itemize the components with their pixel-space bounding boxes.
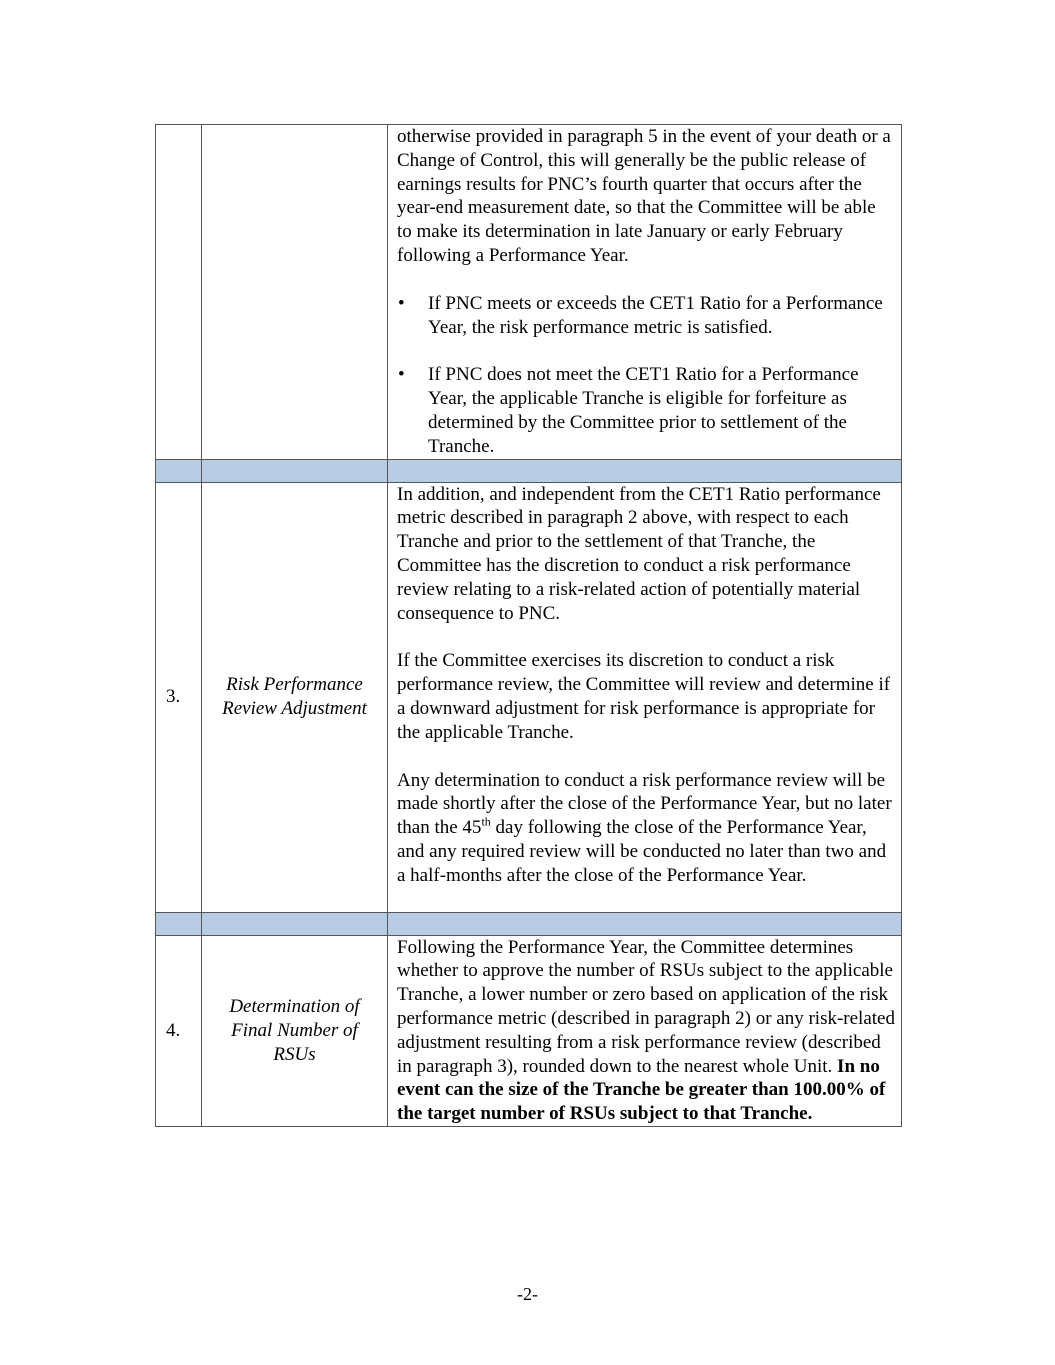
separator-row bbox=[156, 459, 902, 482]
bullet-item bbox=[397, 292, 895, 340]
number-cell bbox=[156, 125, 202, 460]
table-row-section-4 bbox=[156, 935, 902, 1126]
section-3-paragraph-1: In addition, and independent from the CET1 Ratio performance metric described in paragraph 2 above, with respect to each Tranche and prior to the settlement of that Tranche, the Committee has the discretion to conduct a risk performance review relating to a risk-related action of potentially material consequence to PNC. bbox=[397, 483, 881, 624]
bullet-icon: • bbox=[398, 292, 405, 314]
section-heading: Risk Performance Review Adjustment bbox=[202, 482, 388, 912]
body-cell bbox=[388, 125, 902, 460]
section-number: 4. bbox=[156, 935, 202, 1126]
bullet-text: If PNC does not meet the CET1 Ratio for a Performance Year, the applicable Tranche is eligible for forfeiture as determined by the Committee prior to settlement of the Tranche. bbox=[428, 364, 859, 457]
body-cell bbox=[388, 482, 902, 912]
section-heading: Determination of Final Number of RSUs bbox=[202, 935, 388, 1126]
body-cell bbox=[388, 935, 902, 1126]
ordinal-suffix: th bbox=[481, 814, 491, 829]
separator-row bbox=[156, 912, 902, 935]
bullet-text: If PNC meets or exceeds the CET1 Ratio for a Performance Year, the risk performance metric is satisfied. bbox=[428, 292, 883, 338]
heading-cell bbox=[202, 125, 388, 460]
section-4-paragraph: Following the Performance Year, the Committee determines whether to approve the number of RSUs subject to the applicable Tranche, a lower number or zero based on application of the risk performance metric (described in paragraph 2) or any risk-related adjustment resulting from a risk performance review (described in paragraph 3), rounded down to the nearest whole Unit. In no event can the size of the Tranche be greater than 100.00% of the target number of RSUs subject to that Tranche. bbox=[397, 936, 895, 1125]
section-3-paragraph-3: Any determination to conduct a risk performance review will be made shortly after the close of the Performance Year, but no later than the 45th day following the close of the Performance Year, and any required review will be conducted no later than two and a half-months after the close of the Performance Year. bbox=[397, 769, 892, 886]
section-number: 3. bbox=[156, 482, 202, 912]
page-number: -2- bbox=[517, 1284, 538, 1304]
bullet-icon: • bbox=[398, 364, 405, 386]
award-terms-table bbox=[155, 124, 902, 1127]
continuation-paragraph: otherwise provided in paragraph 5 in the event of your death or a Change of Control, this will generally be the public release of earnings results for PNC’s fourth quarter that occurs after the year-end measurement date, so that the Committee will be able to make its determination in late January or early February following a Performance Year. bbox=[397, 126, 891, 266]
table-row-continuation bbox=[156, 125, 902, 460]
section-3-paragraph-2: If the Committee exercises its discretion to conduct a risk performance review, the Committee will review and determine if a downward adjustment for risk performance is appropriate for the applicable Tranche. bbox=[397, 650, 891, 743]
table-row-section-3 bbox=[156, 482, 902, 912]
bold-limit-statement: In no event can the size of the Tranche be greater than 100.00% of the target number of RSUs subject to that Tranche. bbox=[397, 1055, 886, 1125]
bullet-item bbox=[397, 363, 895, 458]
